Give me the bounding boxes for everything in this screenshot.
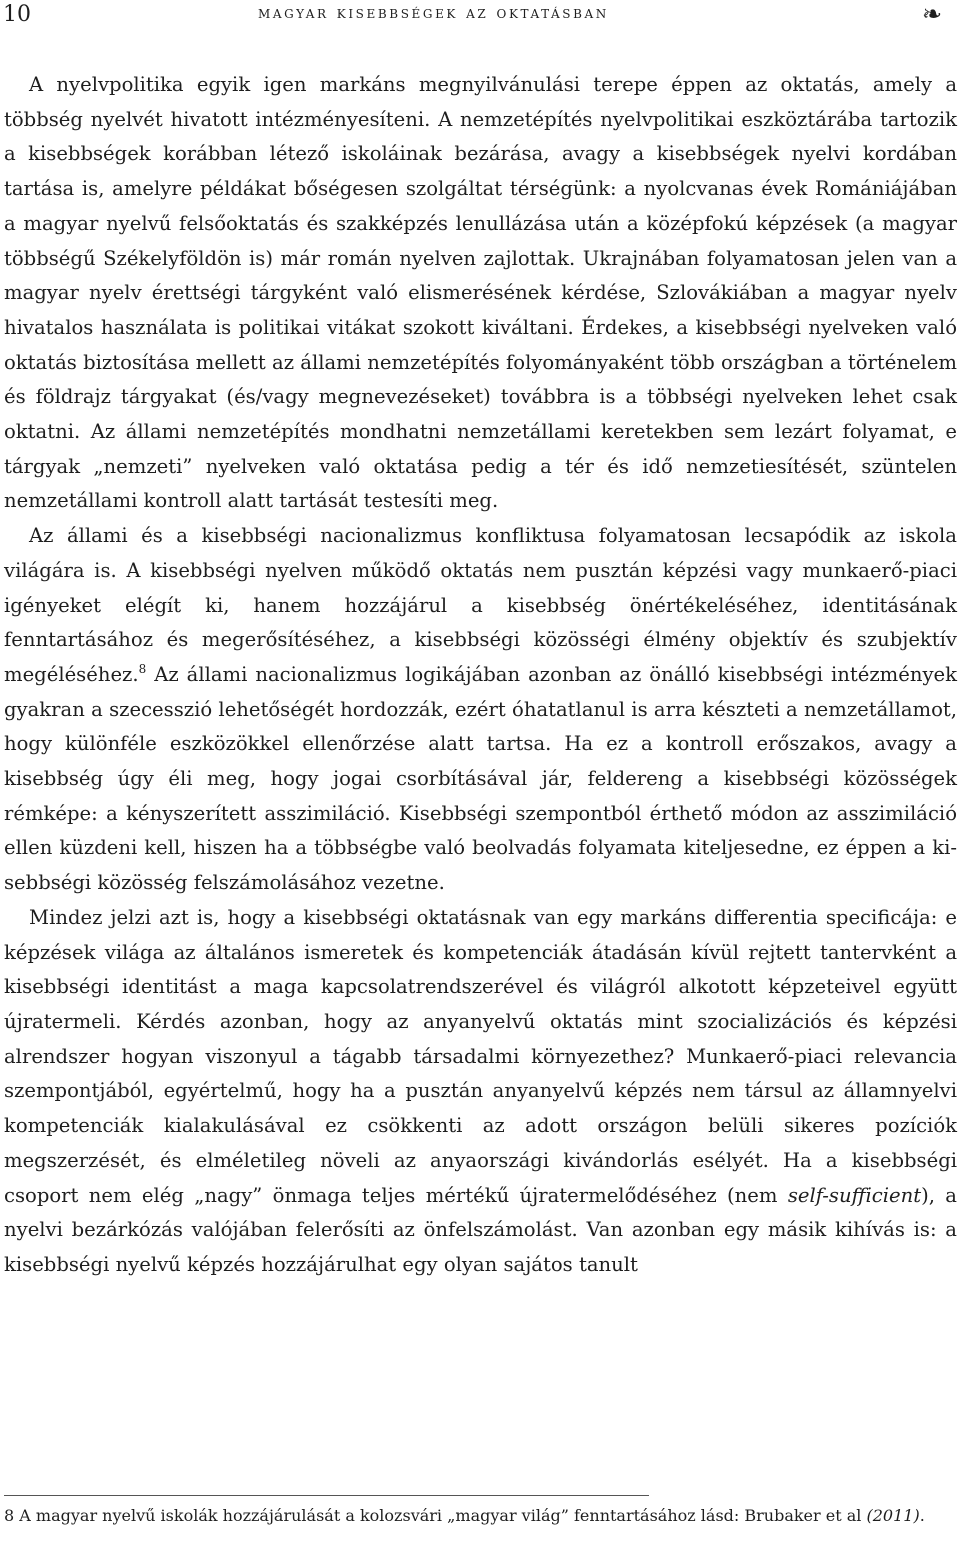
- paragraph-2: [4, 519, 957, 901]
- footnote: [4, 1502, 954, 1529]
- italic-term: self-sufficient: [787, 1183, 922, 1207]
- ornament-icon: ❧: [922, 0, 943, 28]
- footnote-number: 8: [4, 1506, 15, 1525]
- running-title: magyar kisebbségek az oktatásban: [258, 3, 609, 23]
- paragraph-2-part-2: Az állami nacionalizmus logikájában azonban az önálló kisebbségi intézmények gyakran a szecesszió lehetőségét hordozzák, ezért óhatatlanul is arra készteti a nemzetállamot, hogy különféle eszközökkel ellenőrzése alatt tartsa. Ha ez a kontroll erőszakos, avagy a kisebbség úgy éli meg, hogy jogai csorbításával jár, feldereng a kisebbségi közösségek rémképe: a kényszerített asszimiláció. Kisebbségi szempontból érthető módon az asszimiláció ellen küzdeni kell, hiszen ha a többségbe való beolvadás folyamata kiteljesedne, ez éppen a kisebbségi közösség felszámolásához vezetne.: [4, 662, 957, 895]
- paragraph-2-part-1: Az állami és a kisebbségi nacionalizmus konfliktusa folyamatosan lecsapódik az iskola világára is. A kisebbségi nyelven működő oktatás nem pusztán képzési vagy munkaerő-piaci igényeket elégít ki, hanem hozzájárul a kisebbség önértékeléséhez, identitásának fenntartásához és megerősítéséhez, a kisebbségi közösségi élmény objektív és szubjektív megéléséhez.: [4, 524, 957, 686]
- body-text: [4, 68, 957, 1283]
- footnote-reference[interactable]: 8: [138, 661, 147, 676]
- paragraph-3-part-2: ), a nyelvi bezárkózás valójában felerősíti az önfelszámolást. Van azonban egy másik kihívás is: a kisebbségi nyelvű képzés hozzájárulhat egy olyan sajátos tanult: [4, 1183, 957, 1276]
- page-number: 10: [3, 2, 31, 27]
- footnote-year: (2011): [866, 1506, 920, 1525]
- footnote-text: A magyar nyelvű iskolák hozzájárulását a kolozsvári „magyar világ” fenntartásához lásd: Brubaker et al: [14, 1506, 867, 1525]
- paragraph-1: A nyelvpolitika egyik igen markáns megnyilvánulási terepe éppen az oktatás, amely a többség nyelvét hivatott intézményesíteni. A nemzetépítés nyelvpolitikai eszköztárába tartozik a kisebbségek korábban létező iskoláinak bezárása, avagy a kisebbségek nyelvi kordában tartása is, amelyre példákat bőségesen szolgáltat térségünk: a nyolcvanas évek Romániájában a magyar nyelvű felsőoktatás és szakképzés lenullázása után a középfokú képzések (a magyar többségű Székelyföldön is) már román nyelven zajlottak. Ukrajnában folyamatosan jelen van a magyar nyelv érettségi tárgyként való elismerésének kérdése, Szlovákiában a magyar nyelv hivatalos használata is politikai vitákat szokott kiváltani. Érdekes, a kisebbségi nyelveken való oktatás biztosítása mellett az állami nemzetépítés folyományaként több országban a történelem és földrajz tárgyakat (és/vagy megnevezéseket) továbbra is a többségi nyelveken lehet csak oktatni. Az állami nemzetépítés mondhatni nemzetállami keretekben sem lezárt folyamat, e tárgyak „nemzeti” nyelveken való oktatása pedig a tér és idő nemzetiesítését, szüntelen nemzetállami kontroll alatt tartását testesíti meg.: [4, 73, 957, 513]
- paragraph-3-part-1: Mindez jelzi azt is, hogy a kisebbségi oktatásnak van egy markáns differentia specificája: e képzések világa az általános ismeretek és kompetenciák átadásán kívül rejtett tantervként a kisebbségi identitást a maga kapcsolatrendszerével és világról alkotott képzeteivel együtt újratermeli. Kérdés azonban, hogy az anyanyelvű oktatás mint szocializációs és képzési alrendszer hogyan viszonyul a tágabb társadalmi környezethez? Munkaerő-piaci relevancia szempontjából, egyértelmű, hogy ha a pusztán anyanyelvű képzés nem társul az államnyelvi kompetenciák kialakulásával ez csökkenti az adott országon belüli sikeres pozíciók megszerzését, és elméletileg növeli az anyaországi kivándorlás esélyét. Ha a kisebbségi csoport nem elég „nagy” önmaga teljes mértékű újratermelődéséhez (nem: [4, 905, 957, 1207]
- paragraph-3: [4, 901, 957, 1283]
- footnote-end: .: [919, 1506, 925, 1525]
- footnote-divider: [4, 1495, 649, 1496]
